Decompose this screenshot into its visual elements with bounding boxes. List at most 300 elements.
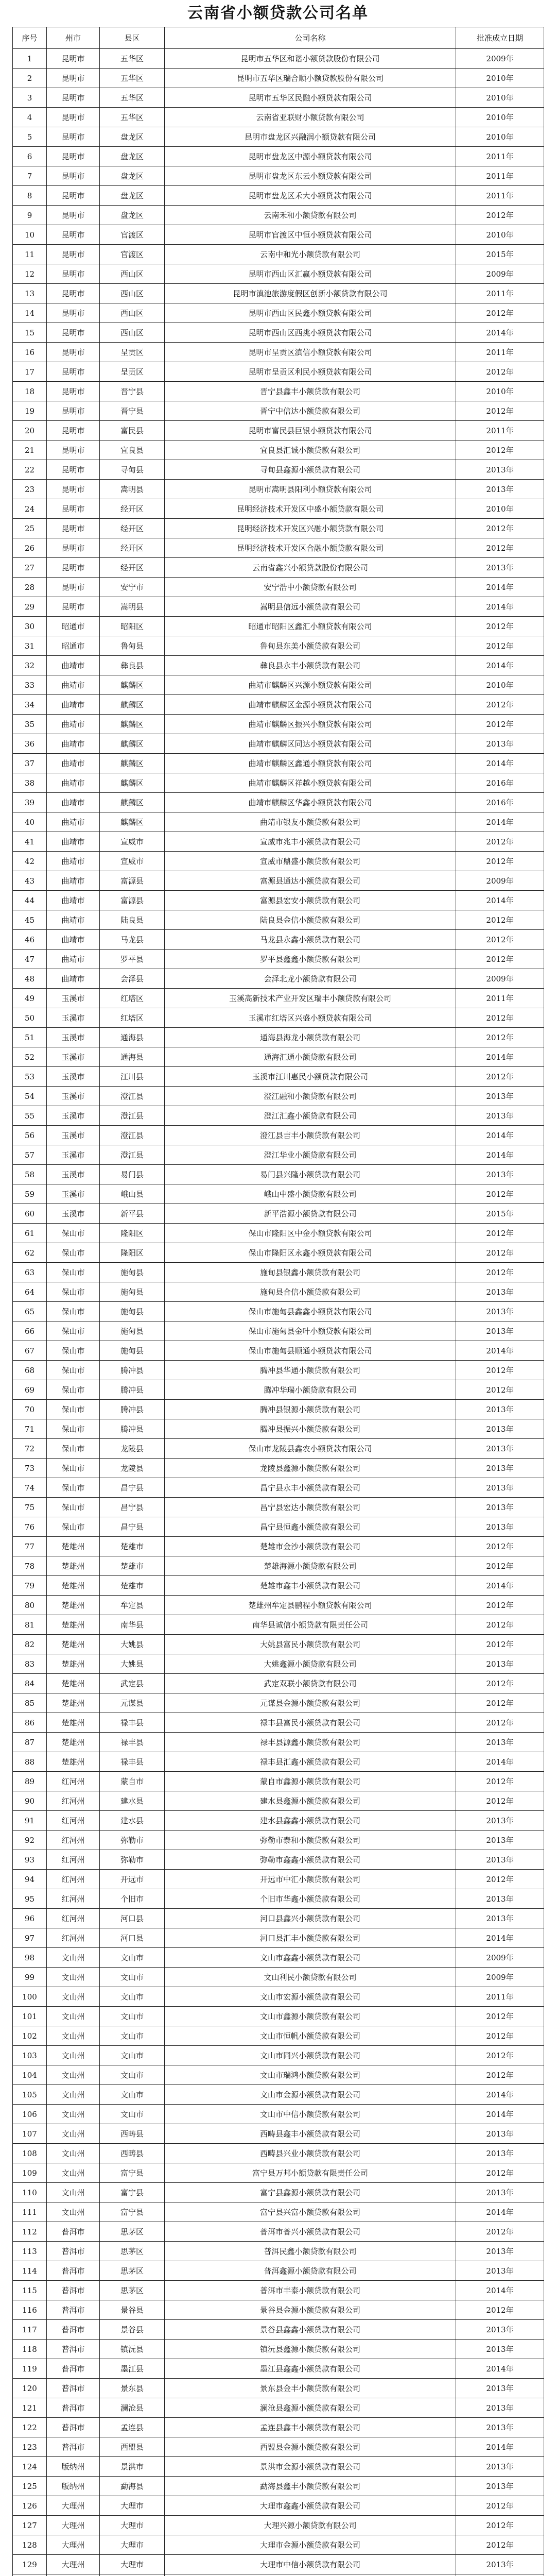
cell-date: 2012年	[456, 950, 544, 969]
cell-date: 2013年	[456, 1654, 544, 1674]
cell-county: 楚雄市	[100, 1556, 165, 1576]
cell-county: 镇沅县	[100, 2340, 165, 2359]
cell-city: 保山市	[47, 1282, 100, 1302]
cell-company: 富源县宏安小额贷款有限公司	[165, 891, 456, 910]
cell-index: 80	[13, 1596, 47, 1615]
cell-county	[100, 2574, 165, 2576]
cell-company: 文山市宏源小额贷款有限公司	[165, 1987, 456, 2007]
cell-company: 昆明市西山区西挑小额贷款有限公司	[165, 323, 456, 343]
cell-date: 2009年	[456, 871, 544, 891]
cell-date: 2014年	[456, 323, 544, 343]
cell-county: 嵩明县	[100, 597, 165, 617]
cell-index: 100	[13, 1987, 47, 2007]
cell-city: 红河州	[47, 1850, 100, 1870]
cell-index: 46	[13, 930, 47, 950]
cell-county: 文山市	[100, 2105, 165, 2124]
cell-company: 普洱民鑫小额贷款有限公司	[165, 2242, 456, 2261]
cell-city: 玉溪市	[47, 1047, 100, 1067]
table-row	[13, 617, 544, 636]
cell-index: 9	[13, 206, 47, 225]
cell-index: 6	[13, 147, 47, 166]
cell-date: 2013年	[456, 1811, 544, 1831]
cell-company: 建水县鑫鑫小额贷款有限公司	[165, 1811, 456, 1831]
cell-county: 西山区	[100, 303, 165, 323]
table-row	[13, 2555, 544, 2574]
cell-company: 楚雄州牟定县鹏程小额贷款有限公司	[165, 1596, 456, 1615]
cell-index: 2	[13, 69, 47, 88]
cell-company: 云南省亚联财小额贷款有限公司	[165, 108, 456, 127]
table-row	[13, 695, 544, 715]
cell-county: 西山区	[100, 323, 165, 343]
cell-index: 111	[13, 2202, 47, 2222]
cell-date: 2012年	[456, 519, 544, 538]
cell-city: 保山市	[47, 1517, 100, 1537]
cell-date: 2013年	[456, 1439, 544, 1459]
cell-date: 2012年	[456, 1870, 544, 1889]
cell-date: 2013年	[456, 1087, 544, 1106]
cell-company: 昆明市盘龙区禾大小额贷款有限公司	[165, 186, 456, 206]
cell-city: 保山市	[47, 1439, 100, 1459]
cell-company	[165, 2574, 456, 2576]
cell-county: 盘龙区	[100, 127, 165, 147]
cell-company: 文山市恒帆小额贷款有限公司	[165, 2026, 456, 2046]
cell-county: 施甸县	[100, 1321, 165, 1341]
cell-index: 69	[13, 1380, 47, 1400]
table-row	[13, 480, 544, 499]
cell-date: 2014年	[456, 1145, 544, 1165]
cell-company: 蒙自市鑫源小额贷款有限公司	[165, 1772, 456, 1791]
cell-date: 2012年	[456, 1224, 544, 1243]
cell-county: 大姚县	[100, 1654, 165, 1674]
cell-company: 禄丰县富民小额贷款有限公司	[165, 1713, 456, 1733]
cell-company: 河口县汇丰小额贷款有限公司	[165, 1928, 456, 1948]
cell-date: 2013年	[456, 1282, 544, 1302]
cell-index: 26	[13, 538, 47, 558]
cell-index: 106	[13, 2105, 47, 2124]
table-row	[13, 1302, 544, 1321]
cell-index: 56	[13, 1126, 47, 1145]
cell-city: 普洱市	[47, 2242, 100, 2261]
cell-city: 昆明市	[47, 206, 100, 225]
cell-company: 昆明市五华区民融小额贷款有限公司	[165, 88, 456, 108]
cell-index: 99	[13, 1968, 47, 1987]
cell-index: 88	[13, 1752, 47, 1772]
cell-county: 思茅区	[100, 2222, 165, 2242]
table-row	[13, 2144, 544, 2163]
cell-city: 楚雄州	[47, 1556, 100, 1576]
cell-county: 晋宁县	[100, 382, 165, 401]
table-row	[13, 343, 544, 362]
cell-county: 宜良县	[100, 440, 165, 460]
table-row	[13, 1008, 544, 1028]
cell-date: 2011年	[456, 166, 544, 186]
col-header-index: 序号	[13, 27, 47, 49]
cell-city: 昆明市	[47, 440, 100, 460]
cell-city: 楚雄州	[47, 1654, 100, 1674]
cell-date: 2014年	[456, 2281, 544, 2300]
cell-county: 龙陵县	[100, 1439, 165, 1459]
cell-county: 富源县	[100, 891, 165, 910]
cell-date: 2010年	[456, 499, 544, 519]
cell-index: 90	[13, 1791, 47, 1811]
table-row	[13, 930, 544, 950]
cell-city: 普洱市	[47, 2340, 100, 2359]
table-row	[13, 147, 544, 166]
cell-company: 文山市中信小额贷款有限公司	[165, 2105, 456, 2124]
cell-company: 嵩明县信远小额贷款有限公司	[165, 597, 456, 617]
cell-company: 景谷县鑫鑫小额贷款有限公司	[165, 2320, 456, 2340]
table-row	[13, 2065, 544, 2085]
cell-city: 保山市	[47, 1341, 100, 1361]
cell-county: 文山市	[100, 2046, 165, 2065]
col-header-company: 公司名称	[165, 27, 456, 49]
cell-company: 景谷县金源小额贷款有限公司	[165, 2300, 456, 2320]
cell-date: 2012年	[456, 1596, 544, 1615]
cell-date: 2012年	[456, 2496, 544, 2516]
cell-county: 麒麟区	[100, 773, 165, 793]
cell-company: 昆明市嵩明县阳利小额贷款有限公司	[165, 480, 456, 499]
table-row	[13, 989, 544, 1008]
cell-date: 2013年	[456, 2144, 544, 2163]
table-row	[13, 1831, 544, 1850]
table-row	[13, 1243, 544, 1263]
table-row	[13, 88, 544, 108]
cell-company: 楚雄海源小额贷款有限公司	[165, 1556, 456, 1576]
cell-index: 127	[13, 2516, 47, 2535]
cell-date: 2009年	[456, 969, 544, 989]
cell-index: 57	[13, 1145, 47, 1165]
table-row	[13, 245, 544, 264]
cell-city: 曲靖市	[47, 930, 100, 950]
cell-city: 昆明市	[47, 460, 100, 480]
cell-index: 13	[13, 284, 47, 303]
cell-company: 墨江县鑫鑫小额贷款有限公司	[165, 2359, 456, 2379]
cell-city: 昆明市	[47, 166, 100, 186]
table-row	[13, 1380, 544, 1400]
cell-city: 玉溪市	[47, 1165, 100, 1184]
cell-company: 昆明市五华区瑞合顺小额贷款股份有限公司	[165, 69, 456, 88]
cell-index: 53	[13, 1067, 47, 1087]
cell-company: 罗平县鑫鑫小额贷款有限公司	[165, 950, 456, 969]
cell-city: 保山市	[47, 1380, 100, 1400]
cell-county: 五华区	[100, 108, 165, 127]
cell-index: 25	[13, 519, 47, 538]
cell-date: 2013年	[456, 2418, 544, 2437]
cell-date: 2014年	[456, 2202, 544, 2222]
cell-county: 经开区	[100, 558, 165, 578]
table-row	[13, 1556, 544, 1576]
cell-index: 66	[13, 1321, 47, 1341]
cell-company: 景东县金丰小额贷款有限公司	[165, 2379, 456, 2398]
table-row	[13, 1909, 544, 1928]
cell-date: 2011年	[456, 186, 544, 206]
cell-county: 江川县	[100, 1067, 165, 1087]
table-row	[13, 303, 544, 323]
cell-county: 澄江县	[100, 1106, 165, 1126]
cell-date: 2013年	[456, 1889, 544, 1909]
cell-county: 经开区	[100, 519, 165, 538]
cell-county: 麒麟区	[100, 754, 165, 773]
cell-date: 2012年	[456, 1008, 544, 1028]
cell-city: 楚雄州	[47, 1537, 100, 1556]
cell-company: 宣威市兆丰小额贷款有限公司	[165, 832, 456, 852]
cell-date: 2013年	[456, 2477, 544, 2496]
cell-county: 鲁甸县	[100, 636, 165, 656]
cell-city: 曲靖市	[47, 656, 100, 675]
cell-date: 2013年	[456, 1733, 544, 1752]
cell-index: 27	[13, 558, 47, 578]
cell-company: 昆明市西山区汇赢小额贷款有限公司	[165, 264, 456, 284]
cell-city: 普洱市	[47, 2437, 100, 2457]
cell-company: 昌宁县永丰小额贷款有限公司	[165, 1478, 456, 1498]
table-row	[13, 2535, 544, 2555]
cell-city: 文山州	[47, 2046, 100, 2065]
cell-company: 大理兴源小额贷款有限公司	[165, 2516, 456, 2535]
cell-date: 2012年	[456, 2300, 544, 2320]
cell-date: 2012年	[456, 538, 544, 558]
cell-county: 马龙县	[100, 930, 165, 950]
cell-index: 103	[13, 2046, 47, 2065]
cell-city: 玉溪市	[47, 1126, 100, 1145]
cell-county: 麒麟区	[100, 734, 165, 754]
table-row	[13, 715, 544, 734]
cell-county: 寻甸县	[100, 460, 165, 480]
cell-company: 镇沅县鑫源小额贷款有限公司	[165, 2340, 456, 2359]
cell-company: 云南省鑫兴小额贷款股份有限公司	[165, 558, 456, 578]
cell-company: 昌宁县宏达小额贷款有限公司	[165, 1498, 456, 1517]
cell-date: 2013年	[456, 2320, 544, 2340]
cell-company: 文山市同兴小额贷款有限公司	[165, 2046, 456, 2065]
cell-index: 102	[13, 2026, 47, 2046]
cell-city: 保山市	[47, 1302, 100, 1321]
table-row	[13, 284, 544, 303]
cell-index: 81	[13, 1615, 47, 1635]
table-row	[13, 49, 544, 69]
cell-county: 麒麟区	[100, 715, 165, 734]
cell-index: 61	[13, 1224, 47, 1243]
cell-index: 30	[13, 617, 47, 636]
cell-company: 勐海县鑫丰小额贷款有限公司	[165, 2477, 456, 2496]
cell-date: 2014年	[456, 597, 544, 617]
cell-index: 62	[13, 1243, 47, 1263]
cell-city: 文山州	[47, 2065, 100, 2085]
cell-company: 曲靖市银友小额贷款有限公司	[165, 812, 456, 832]
cell-date: 2012年	[456, 2065, 544, 2085]
cell-index: 37	[13, 754, 47, 773]
cell-city: 玉溪市	[47, 1087, 100, 1106]
cell-city: 昆明市	[47, 108, 100, 127]
cell-company: 玉溪市江川惠民小额贷款有限公司	[165, 1067, 456, 1087]
table-row	[13, 1282, 544, 1302]
table-row	[13, 421, 544, 440]
cell-company: 昆明市滇池旅游度假区创新小额贷款有限公司	[165, 284, 456, 303]
cell-county: 文山市	[100, 2007, 165, 2026]
cell-index: 41	[13, 832, 47, 852]
cell-city: 曲靖市	[47, 910, 100, 930]
cell-index: 109	[13, 2163, 47, 2183]
cell-date: 2013年	[456, 1106, 544, 1126]
cell-index: 64	[13, 1282, 47, 1302]
cell-county: 澜沧县	[100, 2398, 165, 2418]
cell-date: 2014年	[456, 2085, 544, 2105]
cell-city: 红河州	[47, 1772, 100, 1791]
cell-index: 70	[13, 1400, 47, 1419]
cell-county: 西畴县	[100, 2124, 165, 2144]
cell-county: 南华县	[100, 1615, 165, 1635]
cell-index: 39	[13, 793, 47, 812]
table-row	[13, 1184, 544, 1204]
cell-date: 2013年	[456, 1165, 544, 1184]
cell-county: 腾冲县	[100, 1380, 165, 1400]
cell-city: 大理州	[47, 2516, 100, 2535]
cell-city: 保山市	[47, 1263, 100, 1282]
cell-city: 普洱市	[47, 2300, 100, 2320]
cell-city: 普洱市	[47, 2418, 100, 2437]
cell-date: 2013年	[456, 2261, 544, 2281]
table-row	[13, 1615, 544, 1635]
cell-index: 72	[13, 1439, 47, 1459]
cell-city: 昆明市	[47, 519, 100, 538]
cell-county: 景谷县	[100, 2300, 165, 2320]
cell-date: 2012年	[456, 303, 544, 323]
cell-county: 呈贡区	[100, 362, 165, 382]
cell-date: 2013年	[456, 1517, 544, 1537]
cell-city: 昆明市	[47, 245, 100, 264]
table-row	[13, 1889, 544, 1909]
cell-county: 富宁县	[100, 2183, 165, 2202]
cell-city: 文山州	[47, 2183, 100, 2202]
cell-index: 107	[13, 2124, 47, 2144]
cell-county: 个旧市	[100, 1889, 165, 1909]
cell-index: 89	[13, 1772, 47, 1791]
table-row	[13, 108, 544, 127]
table-row	[13, 754, 544, 773]
cell-date: 2014年	[456, 2437, 544, 2457]
table-row	[13, 1752, 544, 1772]
cell-city: 保山市	[47, 1498, 100, 1517]
cell-date: 2010年	[456, 382, 544, 401]
cell-county: 武定县	[100, 1674, 165, 1693]
cell-city: 玉溪市	[47, 1106, 100, 1126]
cell-company: 西畴县兴业小额贷款有限公司	[165, 2144, 456, 2163]
cell-date: 2012年	[456, 2007, 544, 2026]
cell-company: 楚雄市鑫丰小额贷款有限公司	[165, 1576, 456, 1596]
cell-company: 昆明市盘龙区兴融润小额贷款有限公司	[165, 127, 456, 147]
cell-county: 文山市	[100, 1987, 165, 2007]
cell-county: 通海县	[100, 1028, 165, 1047]
cell-city: 普洱市	[47, 2320, 100, 2340]
cell-city: 保山市	[47, 1224, 100, 1243]
cell-date: 2012年	[456, 2026, 544, 2046]
cell-date: 2012年	[456, 1537, 544, 1556]
cell-city: 版纳州	[47, 2457, 100, 2477]
cell-date: 2010年	[456, 225, 544, 245]
cell-city: 曲靖市	[47, 715, 100, 734]
cell-city: 昆明市	[47, 49, 100, 69]
cell-date: 2013年	[456, 1321, 544, 1341]
cell-county: 楚雄市	[100, 1537, 165, 1556]
cell-index: 11	[13, 245, 47, 264]
col-header-city: 州市	[47, 27, 100, 49]
table-row	[13, 2300, 544, 2320]
cell-county: 昌宁县	[100, 1517, 165, 1537]
cell-city: 曲靖市	[47, 754, 100, 773]
cell-date: 2009年	[456, 264, 544, 284]
cell-date: 2014年	[456, 1576, 544, 1596]
cell-index: 126	[13, 2496, 47, 2516]
table-row	[13, 69, 544, 88]
cell-date: 2010年	[456, 108, 544, 127]
cell-index: 4	[13, 108, 47, 127]
cell-date: 2012年	[456, 1361, 544, 1380]
cell-company: 富源县通达小额贷款有限公司	[165, 871, 456, 891]
cell-index: 16	[13, 343, 47, 362]
cell-city: 楚雄州	[47, 1635, 100, 1654]
cell-county: 河口县	[100, 1928, 165, 1948]
cell-company: 马龙县永鑫小额贷款有限公司	[165, 930, 456, 950]
cell-index: 128	[13, 2535, 47, 2555]
cell-date	[456, 2574, 544, 2576]
cell-city: 昆明市	[47, 69, 100, 88]
cell-date: 2010年	[456, 69, 544, 88]
header-row	[13, 27, 544, 49]
cell-date: 2013年	[456, 1459, 544, 1478]
cell-date: 2013年	[456, 1302, 544, 1321]
table-row	[13, 538, 544, 558]
cell-date: 2012年	[456, 1713, 544, 1733]
cell-company: 宣威市鼎盛小额贷款有限公司	[165, 852, 456, 871]
cell-date: 2014年	[456, 2359, 544, 2379]
table-row	[13, 675, 544, 695]
table-row	[13, 1517, 544, 1537]
cell-index: 50	[13, 1008, 47, 1028]
cell-company: 昆明市盘龙区东云小额贷款有限公司	[165, 166, 456, 186]
cell-county: 隆阳区	[100, 1224, 165, 1243]
table-row	[13, 2457, 544, 2477]
cell-index: 55	[13, 1106, 47, 1126]
cell-index: 96	[13, 1909, 47, 1928]
table-row	[13, 1987, 544, 2007]
cell-city: 玉溪市	[47, 1145, 100, 1165]
cell-county: 盘龙区	[100, 186, 165, 206]
cell-date: 2013年	[456, 480, 544, 499]
cell-index: 79	[13, 1576, 47, 1596]
cell-city: 昆明市	[47, 147, 100, 166]
table-row	[13, 499, 544, 519]
table-row	[13, 871, 544, 891]
cell-index: 32	[13, 656, 47, 675]
cell-city: 昆明市	[47, 499, 100, 519]
cell-county: 元谋县	[100, 1693, 165, 1713]
table-row	[13, 597, 544, 617]
table-row	[13, 2477, 544, 2496]
table-row	[13, 1028, 544, 1047]
cell-county: 陆良县	[100, 910, 165, 930]
table-row	[13, 558, 544, 578]
cell-company: 昆明市呈贡区利民小额贷款有限公司	[165, 362, 456, 382]
cell-date: 2012年	[456, 1380, 544, 1400]
cell-index: 85	[13, 1693, 47, 1713]
cell-index: 22	[13, 460, 47, 480]
cell-index: 95	[13, 1889, 47, 1909]
cell-company: 昆明经济技术开发区合融小额贷款有限公司	[165, 538, 456, 558]
cell-date: 2010年	[456, 88, 544, 108]
cell-county: 盘龙区	[100, 147, 165, 166]
cell-date: 2012年	[456, 1067, 544, 1087]
table-row	[13, 1791, 544, 1811]
cell-city: 曲靖市	[47, 695, 100, 715]
cell-company: 澄江华业小额贷款有限公司	[165, 1145, 456, 1165]
